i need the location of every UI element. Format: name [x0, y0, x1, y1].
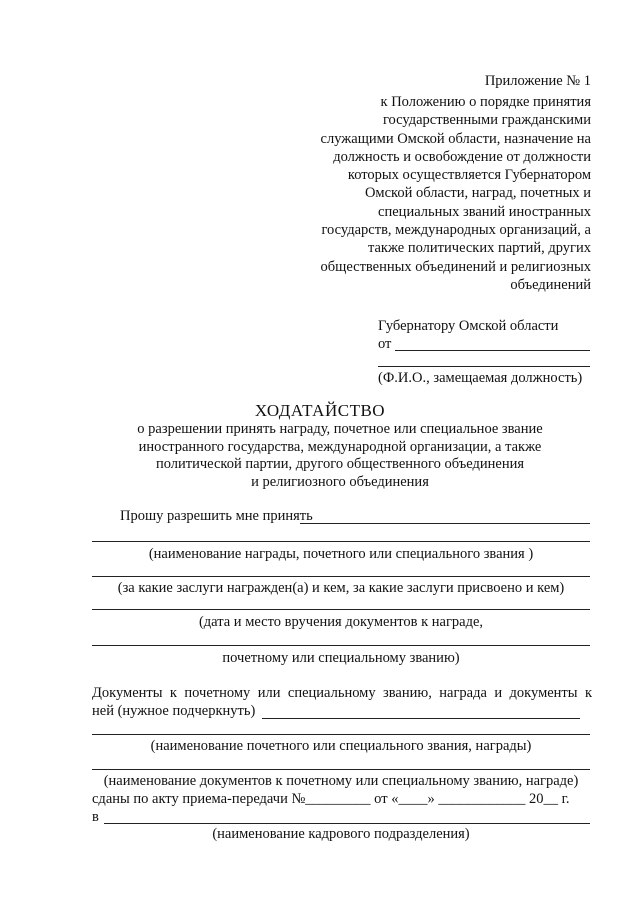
hint-date-2: почетному или специальному званию) [222, 650, 460, 666]
dept-field-line [104, 823, 590, 824]
addressee-hint: (Ф.И.О., замещаемая должность) [378, 370, 583, 386]
docs-line-2: ней (нужное подчеркнуть) [92, 703, 256, 719]
date-field-line-2 [92, 645, 590, 646]
appendix-line: которых осуществляется Губернатором [347, 167, 591, 184]
document-title: ХОДАТАЙСТВО [254, 401, 386, 420]
appendix-line: общественных объединений и религиозных [320, 258, 591, 275]
docs-line-1: Документы к почетному или специальному званию, награда и документы к [92, 685, 592, 701]
request-text: Прошу разрешить мне принять [120, 508, 313, 524]
appendix-line: государств, международных организаций, а [321, 222, 591, 239]
docs-name-field-line [92, 734, 590, 735]
hint-date: (дата и место вручения документов к награде, [198, 614, 484, 630]
hint-docs-name: (наименование почетного или специального звания, награды) [150, 738, 532, 754]
subtitle-line: политической партии, другого общественного объединения [155, 456, 525, 472]
appendix-line: специальных званий иностранных [378, 203, 591, 220]
appendix-line: должность и освобождение от должности [333, 148, 591, 165]
appendix-line: к Положению о порядке принятия [380, 94, 591, 110]
appendix-line: также политических партий, других [367, 240, 591, 257]
appendix-line: объединений [510, 276, 591, 293]
hint-merit: (за какие заслуги награжден(а) и кем, за какие заслуги присвоено и кем) [117, 580, 565, 596]
subtitle-line: иностранного государства, международной организации, а также [138, 438, 542, 455]
appendix-line: Омской области, наград, почетных и [364, 185, 591, 202]
hint-award: (наименование награды, почетного или специального звания ) [148, 546, 534, 562]
appendix-line: государственными гражданскими [382, 112, 591, 129]
document-subtitle [0, 421, 640, 491]
award-field-line-2 [92, 541, 590, 542]
appendix-text [191, 93, 591, 294]
date-field-line [92, 609, 590, 610]
subtitle-line: о разрешении принять награду, почетное или специальное звание [137, 421, 543, 437]
subtitle-line: и религиозного объединения [251, 473, 429, 490]
hint-dept: (наименование кадрового подразделения) [212, 826, 470, 842]
name-field-line [395, 350, 590, 351]
award-field-line [300, 523, 590, 524]
merit-field-line [92, 576, 590, 577]
docs-list-field-line [92, 769, 590, 770]
addressee-from: от [378, 336, 392, 352]
appendix-line: служащими Омской области, назначение на [320, 130, 591, 147]
act-line: сданы по акту приема-передачи №_________ от «____» ____________ 20__ г. [92, 791, 570, 807]
docs-field-line [262, 718, 580, 719]
addressee-to: Губернатору Омской области [378, 318, 559, 334]
position-field-line [378, 366, 590, 367]
dept-prefix: в [92, 809, 99, 825]
hint-docs: (наименование документов к почетному или специальному званию, награде) [103, 773, 579, 789]
appendix-title: Приложение № 1 [484, 73, 591, 89]
